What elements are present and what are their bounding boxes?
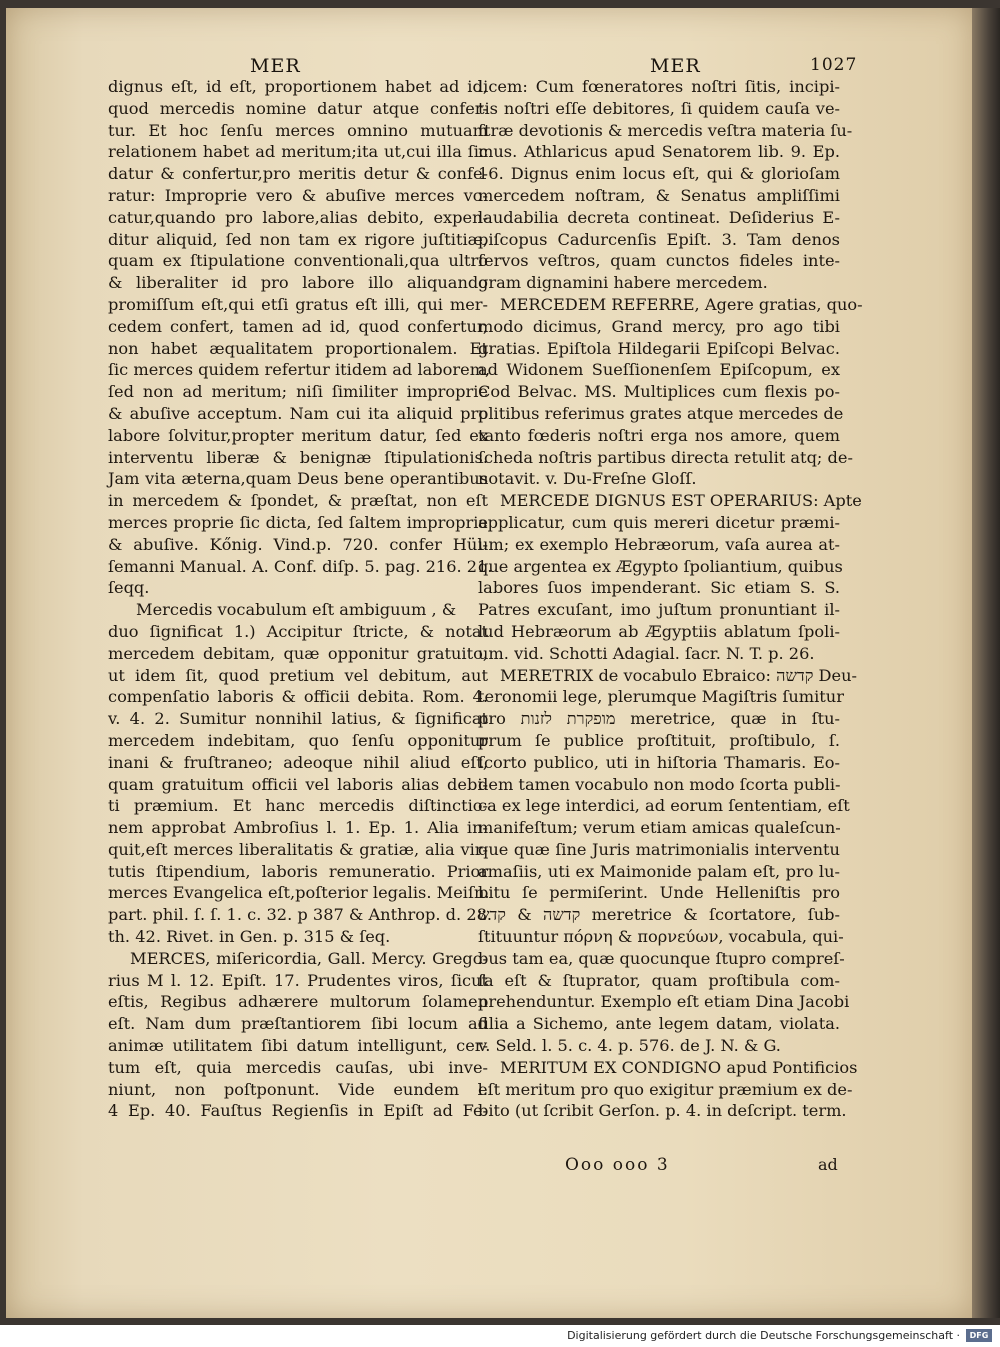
right-column-line: plitibus referimus grates atque mercedes de xyxy=(478,403,844,423)
right-column-line: licem: Cum fœneratores noſtri ſitis, incipi- xyxy=(478,77,840,96)
left-column-line: in mercedem & ſpondet, & præſtat, non eſt xyxy=(108,491,488,511)
left-column-line: & abuſive acceptum. Nam cui ita aliquid pro xyxy=(108,403,488,423)
catchword: ad xyxy=(818,1155,838,1174)
left-column-line: rius M l. 12. Epiſt. 17. Prudentes viros, ſicut xyxy=(108,970,488,990)
right-column-line: labores ſuos impenderant. Sic etiam S. S. xyxy=(478,578,840,598)
left-column-line: ſed non ad meritum; niſi ſimiliter improprie xyxy=(108,382,488,402)
right-column-line: ſtræ devotionis & mercedis veſtra materia ſu- xyxy=(478,120,853,140)
left-column-line: nem approbat Ambroſius l. 1. Ep. 1. Alia in- xyxy=(108,818,488,838)
left-column-line: Jam vita æterna,quam Deus bene operantibus xyxy=(108,469,488,489)
right-column-line: modo dicimus, Grand mercy, pro ago tibi xyxy=(478,316,840,336)
right-column-line: amaſiis, uti ex Maimonide palam eſt, pro lu- xyxy=(478,861,840,881)
left-column-line: quam gratuitum officii vel laboris alias debi- xyxy=(108,774,488,794)
left-column-line: labore ſolvitur,propter meritum datur, ſed ex xyxy=(108,425,488,445)
right-column-line: que quæ ſine Juris matrimonialis interventu xyxy=(478,839,840,859)
left-column-line: tum eſt, quia mercedis cauſas, ubi inve- xyxy=(108,1057,488,1077)
left-column-line: ti præmium. Et hanc mercedis diſtinctio- xyxy=(108,796,488,816)
right-column-line: ſcorto publico, uti in hiſtoria Thamaris. Eo- xyxy=(478,752,840,772)
right-column-line: eſt meritum pro quo exigitur præmium ex de- xyxy=(478,1079,853,1099)
left-column-line: 4 Ep. 40. Fauſtus Regienſis in Epiſt ad Fe- xyxy=(108,1101,488,1121)
right-column-line: MERCEDE DIGNUS EST OPERARIUS: Apte xyxy=(500,491,862,511)
left-column-line: merces proprie ſic dicta, ſed ſaltem improprie xyxy=(108,512,488,532)
left-column-line: dignus eſt, id eſt, proportionem habet ad id, xyxy=(108,77,488,96)
right-column-line: applicatur, cum quis mereri dicetur præmi- xyxy=(478,512,840,532)
right-column-line: manifeſtum; verum etiam amicas qualeſcun- xyxy=(478,818,841,838)
left-column-line: quam ex ſtipulatione conventionali,qua ultro xyxy=(108,251,488,271)
left-column-line: datur & confertur,pro meritis detur & confe- xyxy=(108,164,488,184)
right-column-line: lud Hebræorum ab Ægyptiis ablatum ſpoli- xyxy=(478,621,840,641)
left-column-line: mercedem indebitam, quo ſenſu opponitur xyxy=(108,730,488,750)
left-column-line: tur. Et hoc ſenſu merces omnino mutuam xyxy=(108,120,488,140)
right-column-line: 16. Dignus enim locus eſt, qui & glorioſam xyxy=(478,164,840,184)
left-column-line: quod mercedis nomine datur atque confer- xyxy=(108,98,488,118)
right-column-line: Patres excuſant, imo juſtum pronuntiant il- xyxy=(478,600,840,620)
right-column-line: ad Widonem Sueſſionenſem Epiſcopum, ex xyxy=(478,360,840,380)
left-column-line: relationem habet ad meritum;ita ut,cui illa ſic xyxy=(108,142,488,162)
left-column-line: & liberaliter id pro labore illo aliquando xyxy=(108,273,488,293)
right-column-line: filia a Sichemo, ante legem datam, violata. xyxy=(478,1014,840,1034)
left-column-line: merces Evangelica eſt,poſterior legalis. Meiſn. xyxy=(108,883,490,903)
right-column-line: laudabilia decreta contineat. Deſiderius E- xyxy=(478,207,840,227)
page-number: 1027 xyxy=(810,55,858,75)
page-edge-shadow xyxy=(972,8,1000,1318)
right-column-line: tanto fœderis noſtri erga nos amore, quem xyxy=(478,425,840,445)
right-column-line: um. vid. Schotti Adagial. ſacr. N. T. p. 26. xyxy=(478,643,815,663)
left-column-line: ſemanni Manual. A. Conf. diſp. 5. pag. 216. 21. xyxy=(108,556,493,576)
right-column-line: MERITUM EX CONDIGNO apud Pontificios xyxy=(500,1057,858,1077)
right-column-line: bitu ſe permiſerint. Unde Helleniſtis pro xyxy=(478,883,840,903)
left-column-line: mercedem debitam, quæ opponitur gratuito, xyxy=(108,643,488,663)
left-column-line: quit,eſt merces liberalitatis & gratiæ, alia vir- xyxy=(108,839,488,859)
right-column-line: teronomii lege, plerumque Magiſtris ſumitur xyxy=(478,687,844,707)
right-column-line: mus. Athlaricus apud Senatorem lib. 9. Ep. xyxy=(478,142,840,162)
left-column-line: eſt. Nam dum præſtantiorem ſibi locum ad xyxy=(108,1014,488,1034)
right-column-line: Cod Belvac. MS. Multiplices cum flexis po- xyxy=(478,382,840,402)
right-column-line: v. Seld. l. 5. c. 4. p. 576. de J. N. & G. xyxy=(478,1036,781,1056)
right-column-line: ſa eſt & ſtuprator, quam proſtibula com- xyxy=(478,970,840,990)
left-column-line: ſeqq. xyxy=(108,578,150,598)
funding-credit: Digitalisierung gefördert durch die Deutsche Forschungsgemeinschaft · xyxy=(567,1329,960,1342)
right-column-line: pro מופקרת לזנות meretrice, quæ in ſtu- xyxy=(478,709,840,729)
right-column-line: ſervos veſtros, quam cunctos fideles inte- xyxy=(478,251,840,271)
left-column-line: MERCES, miſericordia, Gall. Mercy. Grego- xyxy=(130,948,488,968)
right-column-line: piſcopus Cadurcenſis Epiſt. 3. Tam denos xyxy=(478,229,840,249)
left-column-line: ditur aliquid, ſed non tam ex rigore juſtitiæ, xyxy=(108,229,488,249)
left-column-line: part. phil. ſ. ſ. 1. c. 32. p 387 & Anthrop. d. 28. xyxy=(108,905,493,925)
right-column-line: ſcheda noſtris partibus directa retulit atq; de- xyxy=(478,447,853,467)
left-column-line: Mercedis vocabulum eſt ambiguum , & xyxy=(136,600,457,620)
left-column-line: compenſatio laboris & officii debita. Rom. 4. xyxy=(108,687,488,707)
right-column-line: MERCEDEM REFERRE, Agere gratias, quo- xyxy=(500,294,863,314)
left-column-line: catur,quando pro labore,alias debito, expen- xyxy=(108,207,488,227)
right-column-line: tis noſtri eſſe debitores, ſi quidem cauſa ve- xyxy=(478,98,840,118)
left-column-line: v. 4. 2. Sumitur nonnihil latius, & ſignificat xyxy=(108,709,488,729)
signature-mark: Ooo ooo 3 xyxy=(565,1155,670,1175)
right-column-line: um; ex exemplo Hebræorum, vaſa aurea at- xyxy=(478,534,840,554)
right-column-line: ſtituuntur πόρνη & πορνεύων, vocabula, qui- xyxy=(478,927,844,947)
right-text-column xyxy=(478,76,863,1122)
left-column-line: duo ſignificat 1.) Accipitur ſtricte, & notat xyxy=(108,621,488,641)
right-column-line: dem tamen vocabulo non modo ſcorta publi- xyxy=(478,774,841,794)
running-head-right: MER xyxy=(650,55,701,77)
left-column-line: cedem confert, tamen ad id, quod confertur, xyxy=(108,316,488,336)
left-column-line: animæ utilitatem ſibi datum intelligunt, cer- xyxy=(108,1036,488,1056)
left-column-line: non habet æqualitatem proportionalem. Et xyxy=(108,338,488,358)
right-column-line: ca ex lege interdici, ad eorum ſententiam, eſt xyxy=(478,796,850,816)
right-column-line: MERETRIX de vocabulo Ebraico: קדשה Deu- xyxy=(500,665,857,685)
digitization-footer xyxy=(0,1325,1000,1347)
right-column-line: notavit. v. Du-Freſne Gloſſ. xyxy=(478,469,697,489)
right-column-line: prum ſe publice proſtituit, proſtibulo, ſ. xyxy=(478,730,840,750)
right-column-line: gratias. Epiſtola Hildegarii Epiſcopi Belvac. xyxy=(478,338,840,358)
left-column-line: ſic merces quidem refertur itidem ad laborem, xyxy=(108,360,491,380)
left-column-line: ratur: Improprie vero & abuſive merces vo- xyxy=(108,185,488,205)
left-column-line: tutis ſtipendium, laboris remuneratio. Prior xyxy=(108,861,488,881)
left-column-line: interventu liberæ & benignæ ſtipulationis. xyxy=(108,447,488,467)
right-column-line: bito (ut ſcribit Gerſon. p. 4. in deſcript. term. xyxy=(478,1101,847,1121)
right-column-line: prehenduntur. Exemplo eſt etiam Dina Jacobi xyxy=(478,992,850,1012)
left-column-line: th. 42. Rivet. in Gen. p. 315 & ſeq. xyxy=(108,927,391,947)
right-column-line: bus tam ea, quæ quocunque ſtupro compreſ- xyxy=(478,948,845,968)
right-column-line: gram dignamini habere mercedem. xyxy=(478,273,768,293)
left-text-column xyxy=(108,76,493,1122)
left-column-line: ut idem ſit, quod pretium vel debitum, aut xyxy=(108,665,488,685)
left-column-line: eſtis, Regibus adhærere multorum ſolamen xyxy=(108,992,488,1012)
left-column-line: inani & fruſtraneo; adeoque nihil aliud eſt, xyxy=(108,752,488,772)
left-column-line: niunt, non poſtponunt. Vide eundem l. xyxy=(108,1079,488,1099)
right-column-line: que argentea ex Ægypto ſpoliantium, quibus xyxy=(478,556,843,576)
running-head-left: MER xyxy=(250,55,301,77)
right-column-line: קדשה & קדש meretrice & ſcortatore, ſub- xyxy=(478,905,840,925)
left-column-line: & abuſive. Kőnig. Vind.p. 720. confer Hül- xyxy=(108,534,488,554)
left-column-line: promiſſum eſt,qui etſi gratus eſt illi, qui mer- xyxy=(108,294,488,314)
dfg-logo-icon: DFG xyxy=(966,1329,992,1342)
right-column-line: mercedem noſtram, & Senatus ampliſſimi xyxy=(478,185,840,205)
